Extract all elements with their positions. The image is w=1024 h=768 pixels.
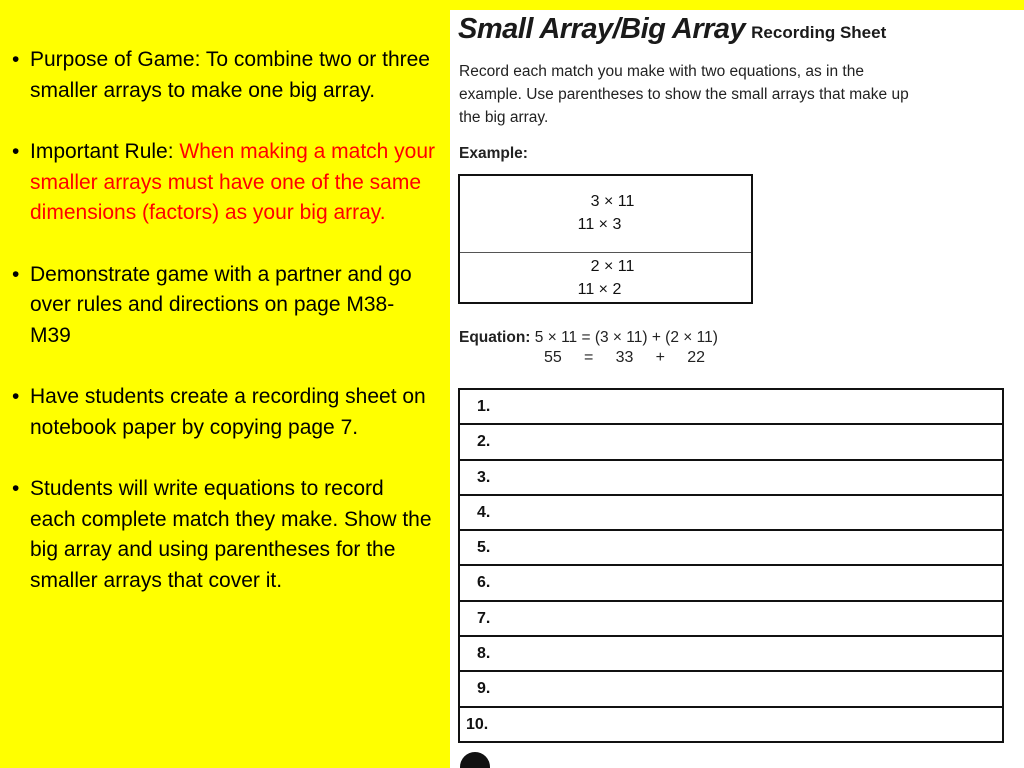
bullet-marker: •	[12, 477, 20, 500]
record-row	[460, 388, 1002, 423]
bullet-recording-sheet	[10, 382, 435, 443]
example-cell-line: 3 × 11	[590, 193, 635, 210]
bullet-marker: •	[12, 385, 20, 408]
example-cell-line: 11 × 3	[577, 216, 622, 233]
equation-label: Equation:	[459, 329, 531, 346]
example-cell-1	[460, 190, 751, 238]
sheet-title-sub: Recording Sheet	[751, 23, 887, 42]
example-label: Example:	[459, 145, 528, 162]
recording-sheet-image	[450, 10, 1024, 768]
record-row	[460, 494, 1002, 529]
bullet-purpose	[10, 45, 435, 106]
bullet-marker: •	[12, 262, 20, 286]
row-number: 10.	[466, 715, 489, 733]
row-number: 3.	[477, 468, 491, 486]
bullet-important-rule	[10, 137, 435, 229]
sheet-instructions: Record each match you make with two equations, as in the example. Use parentheses to show the small arrays that make up the big array.	[459, 63, 909, 126]
record-row	[460, 635, 1002, 670]
example-divider	[460, 252, 751, 253]
record-row	[460, 529, 1002, 564]
recording-table	[458, 388, 1004, 743]
example-box	[458, 174, 753, 304]
example-cell-line: 11 × 2	[577, 281, 622, 298]
bullet-text: Have students create a recording sheet on notebook paper by copying page 7.	[30, 385, 426, 439]
row-number: 8.	[477, 645, 491, 663]
row-number: 9.	[477, 680, 491, 698]
bullet-equations	[10, 474, 435, 596]
equation-line-1: 5 × 11 = (3 × 11) + (2 × 11)	[534, 329, 718, 346]
bullet-marker: •	[12, 48, 20, 71]
bullet-marker: •	[12, 140, 20, 163]
row-number: 7.	[477, 609, 491, 627]
example-cell-line: 2 × 11	[590, 258, 635, 275]
record-row	[460, 670, 1002, 705]
bullet-highlight-text: When making a match your smaller arrays must have one of the same dimensions (factors) as your big array.	[30, 140, 436, 224]
row-number: 2.	[477, 433, 491, 451]
bullet-text: Purpose of Game: To combine two or three smaller arrays to make one big array.	[30, 48, 430, 102]
row-number: 5.	[477, 539, 491, 557]
bullet-demonstrate	[10, 260, 435, 352]
bullet-text: Students will write equations to record each complete match they make. Show the big array and using parentheses for the smaller arrays that cover it.	[30, 477, 432, 592]
example-cell-2	[460, 255, 751, 317]
sheet-title-main: Small Array/Big Array	[458, 13, 746, 45]
record-row	[460, 564, 1002, 599]
bullet-lead-text: Important Rule:	[30, 140, 180, 163]
equation-line-2: 55 = 33 + 22	[544, 349, 705, 366]
record-row	[460, 706, 1002, 743]
sheet-title	[458, 13, 886, 46]
example-equation	[459, 326, 718, 349]
row-number: 6.	[477, 574, 491, 592]
row-number: 4.	[477, 503, 491, 521]
bullet-text: Demonstrate game with a partner and go over rules and directions on page M38-M39	[30, 262, 412, 347]
record-row	[460, 423, 1002, 458]
bullet-list	[10, 45, 435, 627]
record-row	[460, 459, 1002, 494]
row-number: 1.	[477, 398, 491, 415]
page-corner-mark	[460, 752, 490, 768]
record-row	[460, 600, 1002, 635]
